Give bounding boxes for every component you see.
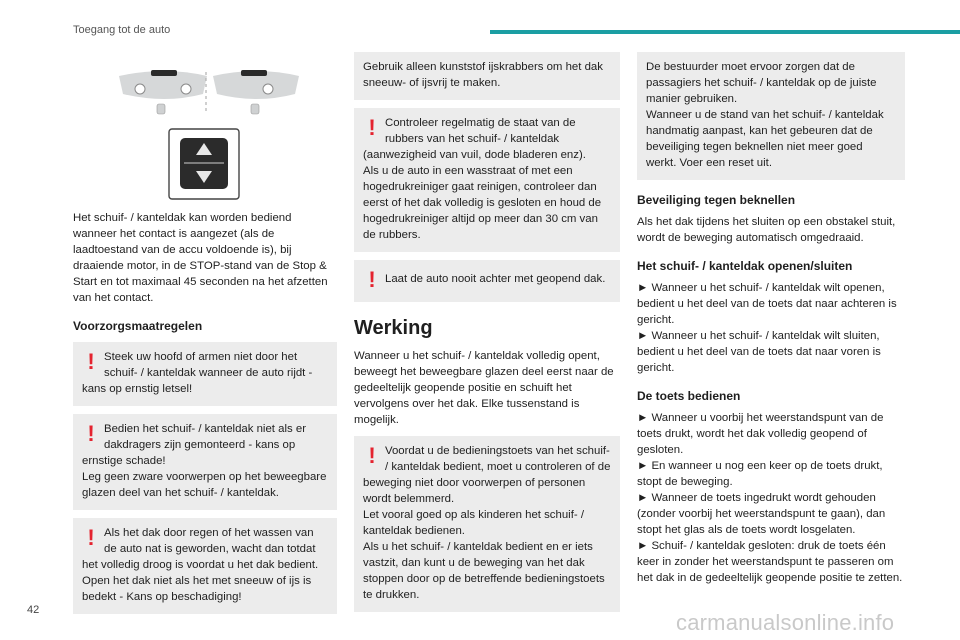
warning-text: Voordat u de bedieningstoets van het schuif- / kanteldak bedient, moet u controleren of de beweging niet door voorwerpen of personen wordt belemmerd.: [363, 445, 611, 505]
antipinch-heading: Beveiliging tegen beknellen: [637, 193, 796, 207]
watermark: carmanualsonline.info: [676, 610, 895, 635]
open-step: ► Wanneer u het schuif- / kanteldak wilt openen, bedient u het deel van de toets dat naar achteren is gericht.: [637, 282, 897, 326]
info-text: Wanneer u de stand van het schuif- / kanteldak handmatig aanpast, kan het gebeuren dat de beveiliging tegen beknellen niet meer goed werkt. Voer een reset uit.: [646, 109, 884, 169]
info-box: [354, 52, 620, 100]
warning-text: Als u de auto in een wasstraat of met een hogedrukreiniger gaat reinigen, controleer dan eerst of het dak volledig is gesloten en houd de hogedrukreiniger altijd op meer dan 30 cm van de rubbers.: [363, 165, 602, 241]
info-text: De bestuurder moet ervoor zorgen dat de passagiers het schuif- / kanteldak op de juiste manier gebruiken.: [646, 61, 877, 105]
open-close-heading: Het schuif- / kanteldak openen/sluiten: [637, 259, 853, 273]
page-number: 42: [27, 604, 40, 616]
warning-icon: !: [87, 525, 95, 550]
warning-box-6: [354, 436, 620, 612]
header-accent-bar: [490, 30, 960, 34]
precautions-heading: Voorzorgsmaatregelen: [73, 319, 203, 333]
warning-icon: !: [368, 443, 376, 468]
column-2: [354, 52, 620, 620]
operation-heading: Werking: [354, 317, 433, 339]
roof-console-right-icon: [213, 70, 299, 114]
warning-box-4: [354, 108, 620, 252]
warning-text: Bedien het schuif- / kanteldak niet als er dakdragers zijn gemonteerd - kans op ernstige schade!: [82, 423, 306, 467]
button-heading: De toets bedienen: [637, 389, 741, 403]
warning-text: Let vooral goed op als kinderen het schuif- / kanteldak bedienen.: [363, 509, 584, 537]
intro-paragraph: Het schuif- / kanteldak kan worden bediend wanneer het contact is aangezet (als de laadtoestand van de accu voldoende is), bij draaiende motor, in de STOP-stand van de Stop & Start en tot maximaal 45 seconden na het afzetten van het contact.: [73, 212, 328, 304]
button-step-1: ► Wanneer u voorbij het weerstandspunt van de toets drukt, wordt het dak volledig geopend of gesloten.: [637, 412, 884, 456]
warning-text: Leg geen zware voorwerpen op het beweegbare glazen deel van het schuif- / kanteldak.: [82, 471, 327, 499]
warning-box-2: [73, 414, 337, 510]
warning-box-3: [73, 518, 337, 614]
warning-box-5: [354, 260, 620, 302]
button-step-4: ► Schuif- / kanteldak gesloten: druk de toets één keer in zonder het weerstandspunt te passeren om het dak in de gedeeltelijk geopende positie te zetten.: [637, 540, 903, 584]
antipinch-paragraph: Als het dak tijdens het sluiten op een obstakel stuit, wordt de beweging automatisch omgedraaid.: [637, 216, 896, 244]
column-3: [637, 52, 905, 586]
warning-text: Laat de auto nooit achter met geopend dak.: [385, 273, 606, 285]
info-text: Gebruik alleen kunststof ijskrabbers om het dak sneeuw- of ijsvrij te maken.: [363, 61, 603, 89]
warning-text: Als u het schuif- / kanteldak bedient en er iets vastzit, dan kunt u de beweging van het dak stoppen door op de betreffende bedieningstoets te drukken.: [363, 541, 605, 601]
warning-icon: !: [87, 421, 95, 446]
sunroof-button-icon: [169, 129, 239, 199]
warning-icon: !: [368, 115, 376, 140]
warning-icon: !: [87, 349, 95, 374]
sunroof-switch-diagram: [73, 52, 337, 202]
warning-text: Steek uw hoofd of armen niet door het schuif- / kanteldak wanneer de auto rijdt - kans op ernstig letsel!: [82, 351, 313, 395]
warning-icon: !: [368, 267, 376, 292]
roof-console-left-icon: [119, 70, 207, 114]
button-step-3: ► Wanneer de toets ingedrukt wordt gehouden (zonder voorbij het weerstandspunt te gaan), dan stopt het glas als de toets wordt losgelaten.: [637, 492, 886, 536]
warning-text: Controleer regelmatig de staat van de rubbers van het schuif- / kanteldak (aanwezigheid van vuil, dode bladeren enz).: [363, 117, 586, 161]
driver-info-box: [637, 52, 905, 180]
warning-text: Open het dak niet als het met sneeuw of ijs is bedekt - Kans op beschadiging!: [82, 575, 312, 603]
warning-text: Als het dak door regen of het wassen van de auto nat is geworden, wacht dan totdat het volledig droog is voordat u het dak bedient.: [82, 527, 319, 571]
operation-paragraph: Wanneer u het schuif- / kanteldak volledig opent, beweegt het beweegbare glazen deel eerst naar de gedeeltelijk geopende positie en schuift het vervolgens over het dak. Elke tussenstand is mogelijk.: [354, 350, 614, 426]
column-1: [73, 52, 337, 622]
section-title: Toegang tot de auto: [73, 24, 171, 36]
button-step-2: ► En wanneer u nog een keer op de toets drukt, stopt de beweging.: [637, 460, 883, 488]
close-step: ► Wanneer u het schuif- / kanteldak wilt sluiten, bedient u het deel van de toets dat naar voren is gericht.: [637, 330, 881, 374]
roof-control-illustration: [73, 52, 337, 202]
warning-box-1: [73, 342, 337, 406]
